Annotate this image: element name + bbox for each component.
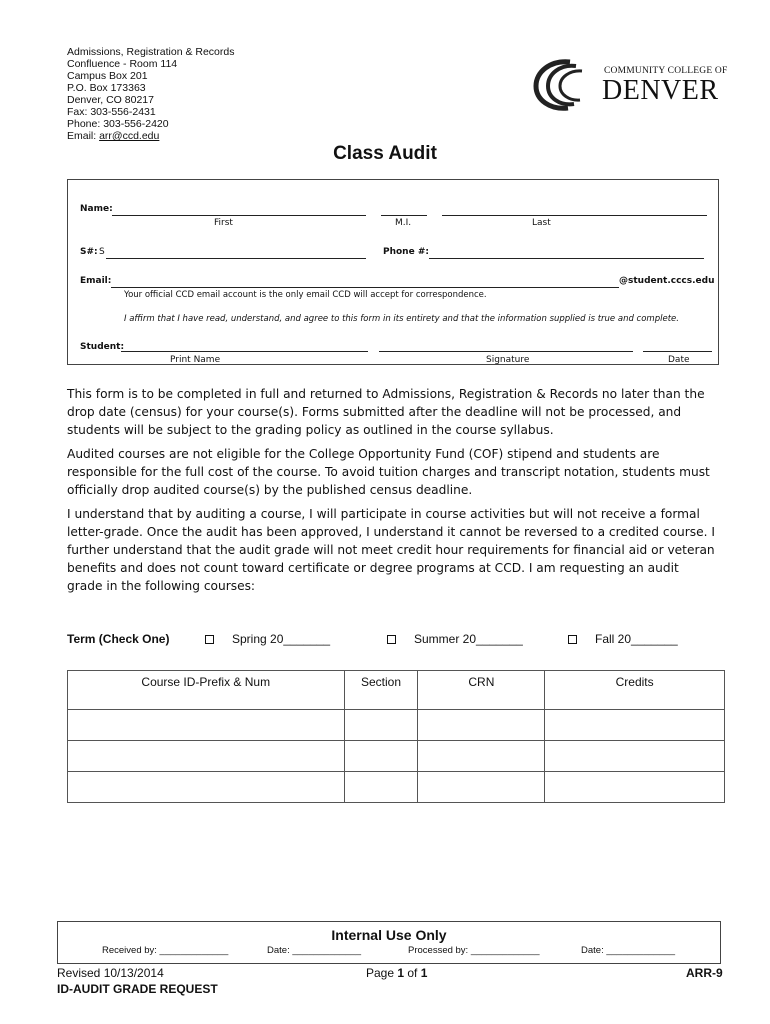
page-of: of [404, 966, 421, 980]
form-code: ARR-9 [686, 966, 723, 980]
email-label: Email: [67, 130, 100, 142]
received-by-field[interactable]: Received by: _____________ [102, 945, 229, 956]
internal-use-heading: Internal Use Only [331, 927, 447, 943]
snum-prefix: S [99, 247, 105, 257]
phone-label: Phone #: [383, 247, 429, 257]
section-header: Section [344, 671, 418, 710]
last-caption: Last [532, 218, 551, 228]
affirmation-text: I affirm that I have read, understand, and agree to this form in its entirety and that the information supplied is true and complete. [124, 314, 679, 324]
term-label: Term (Check One) [67, 632, 170, 646]
spring-option: Spring 20_______ [232, 632, 331, 646]
crn-cell[interactable] [418, 710, 545, 741]
paragraph-cof-eligibility: Audited courses are not eligible for the College Opportunity Fund (COF) stipend and students are responsible for the full cost of the course. To avoid tuition charges and transcript notation, students must officially drop audited course(s) by the published census deadline. [67, 447, 710, 497]
address-line: Confluence - Room 114 [67, 58, 178, 70]
course-id-cell[interactable] [68, 710, 345, 741]
address-line: Fax: 303-556-2431 [67, 106, 156, 118]
mi-caption: M.I. [395, 218, 412, 228]
college-logo [532, 56, 728, 112]
email-link[interactable]: arr@ccd.edu [99, 130, 160, 142]
fall-option: Fall 20_______ [595, 632, 678, 646]
date-field[interactable] [643, 351, 712, 352]
address-line: P.O. Box 173363 [67, 82, 146, 94]
first-caption: First [214, 218, 233, 228]
email-field-label: Email: [80, 276, 112, 286]
course-id-header: Course ID-Prefix & Num [68, 671, 345, 710]
section-cell[interactable] [344, 772, 418, 803]
crn-header: CRN [418, 671, 545, 710]
logo-main-text: DENVER [602, 75, 719, 106]
credits-cell[interactable] [545, 710, 725, 741]
email-note: Your official CCD email account is the only email CCD will accept for correspondence. [124, 290, 487, 300]
email-domain-suffix: @student.cccs.edu [619, 276, 715, 286]
form-title: ID-AUDIT GRADE REQUEST [57, 982, 218, 996]
office-address [67, 46, 234, 142]
address-line: Admissions, Registration & Records [67, 46, 235, 58]
table-row [68, 772, 725, 803]
page-prefix: Page [366, 966, 398, 980]
date-caption: Date [668, 355, 690, 365]
middle-initial-field[interactable] [381, 215, 427, 216]
section-cell[interactable] [344, 741, 418, 772]
processed-date-field[interactable]: Date: _____________ [581, 945, 676, 956]
credits-cell[interactable] [545, 741, 725, 772]
student-number-field[interactable] [106, 258, 366, 259]
credits-header: Credits [545, 671, 725, 710]
internal-use-box [57, 921, 721, 964]
phone-field[interactable] [429, 258, 704, 259]
name-label: Name: [80, 204, 113, 214]
processed-by-field[interactable]: Processed by: _____________ [408, 945, 540, 956]
logo-emblem-icon [532, 56, 604, 112]
email-line [67, 130, 234, 142]
course-id-cell[interactable] [68, 741, 345, 772]
first-name-field[interactable] [112, 215, 366, 216]
snum-label: S#: [80, 247, 98, 257]
section-cell[interactable] [344, 710, 418, 741]
table-row [68, 741, 725, 772]
address-line: Denver, CO 80217 [67, 94, 154, 106]
page-number [366, 966, 427, 980]
paragraph-submission-deadline: This form is to be completed in full and returned to Admissions, Registration & Records no later than the drop date (census) for your course(s). Forms submitted after the deadline will not be processed, and students will be subject to the grading policy as outlined in the course syllabus. [67, 387, 705, 437]
paragraph-audit-acknowledgement: I understand that by auditing a course, I will participate in course activities but will not receive a formal letter-grade. Once the audit has been approved, I understand it cannot be reversed to a credited course. I further understand that the audit grade will not meet credit hour requirements for financial aid or veteran benefits and does not count toward certificate or degree programs at CCD. I am requesting an audit grade in the following courses: [67, 507, 715, 593]
last-name-field[interactable] [442, 215, 707, 216]
courses-table [67, 670, 725, 803]
crn-cell[interactable] [418, 772, 545, 803]
received-date-field[interactable]: Date: _____________ [267, 945, 362, 956]
summer-checkbox[interactable] [387, 635, 396, 644]
course-id-cell[interactable] [68, 772, 345, 803]
table-row [68, 710, 725, 741]
page-total: 1 [420, 966, 428, 980]
student-info-box [67, 179, 719, 365]
crn-cell[interactable] [418, 741, 545, 772]
print-name-caption: Print Name [170, 355, 221, 365]
address-line: Phone: 303-556-2420 [67, 118, 169, 130]
fall-checkbox[interactable] [568, 635, 577, 644]
address-line: Campus Box 201 [67, 70, 148, 82]
print-name-field[interactable] [121, 351, 368, 352]
signature-caption: Signature [486, 355, 530, 365]
summer-option: Summer 20_______ [414, 632, 523, 646]
page-current: 1 [397, 966, 405, 980]
logo-top-text: COMMUNITY COLLEGE OF [604, 66, 728, 76]
student-label: Student: [80, 342, 125, 352]
credits-cell[interactable] [545, 772, 725, 803]
page-title: Class Audit [333, 143, 437, 164]
table-header-row [68, 671, 725, 710]
student-email-field[interactable] [111, 287, 619, 288]
revised-date: Revised 10/13/2014 [57, 966, 164, 980]
spring-checkbox[interactable] [205, 635, 214, 644]
signature-field[interactable] [379, 351, 633, 352]
